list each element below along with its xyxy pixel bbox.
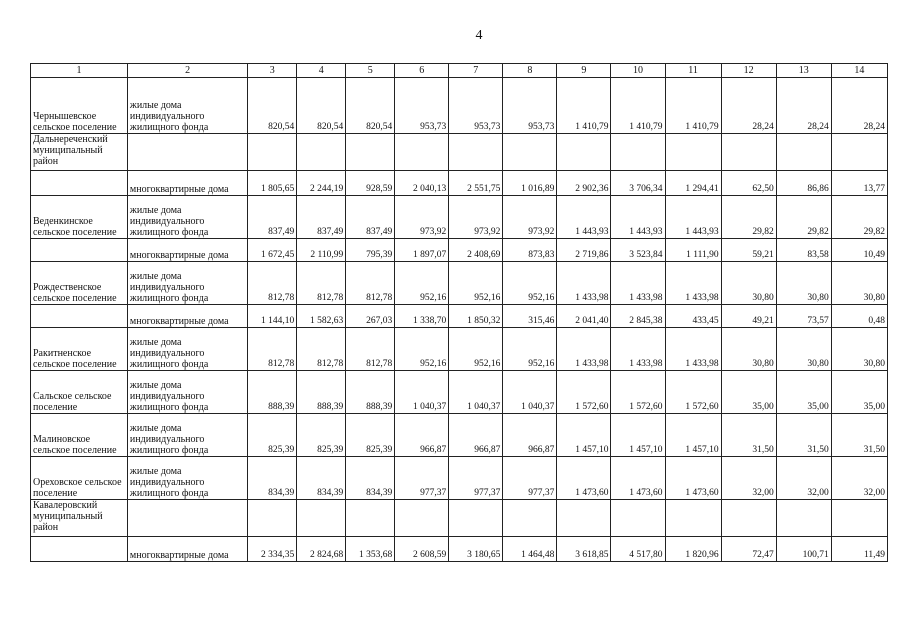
tariff-table	[30, 63, 888, 562]
value-cell: 28,24	[721, 78, 776, 134]
value-cell	[721, 500, 776, 537]
value-cell: 1 820,96	[665, 537, 721, 562]
housing-type: жилые дома индивидуального жилищного фонда	[127, 196, 247, 239]
value-cell: 2 110,99	[297, 239, 346, 262]
value-cell	[503, 134, 557, 171]
value-cell: 2 041,40	[557, 305, 611, 328]
value-cell: 837,49	[346, 196, 395, 239]
value-cell: 62,50	[721, 171, 776, 196]
value-cell: 953,73	[395, 78, 449, 134]
value-cell: 72,47	[721, 537, 776, 562]
value-cell: 3 523,84	[611, 239, 665, 262]
value-cell: 1 443,93	[665, 196, 721, 239]
value-cell: 952,16	[395, 262, 449, 305]
settlement-name: Сальское сельское поселение	[31, 371, 128, 414]
value-cell: 952,16	[503, 262, 557, 305]
column-header: 5	[346, 64, 395, 78]
value-cell: 795,39	[346, 239, 395, 262]
value-cell: 315,46	[503, 305, 557, 328]
housing-type: жилые дома индивидуального жилищного фонда	[127, 328, 247, 371]
table-row	[31, 414, 888, 457]
value-cell	[449, 500, 503, 537]
value-cell: 83,58	[776, 239, 831, 262]
value-cell	[297, 134, 346, 171]
value-cell: 977,37	[449, 457, 503, 500]
value-cell: 966,87	[395, 414, 449, 457]
value-cell: 2 608,59	[395, 537, 449, 562]
column-header: 13	[776, 64, 831, 78]
value-cell: 1 572,60	[665, 371, 721, 414]
value-cell: 2 244,19	[297, 171, 346, 196]
value-cell: 1 040,37	[503, 371, 557, 414]
value-cell: 1 443,93	[611, 196, 665, 239]
value-cell: 812,78	[346, 262, 395, 305]
housing-type: жилые дома индивидуального жилищного фонда	[127, 414, 247, 457]
value-cell: 1 473,60	[611, 457, 665, 500]
value-cell	[297, 500, 346, 537]
value-cell	[395, 500, 449, 537]
value-cell: 100,71	[776, 537, 831, 562]
value-cell	[611, 500, 665, 537]
header-row	[31, 64, 888, 78]
table-row	[31, 239, 888, 262]
value-cell: 1 040,37	[449, 371, 503, 414]
value-cell: 834,39	[297, 457, 346, 500]
value-cell: 873,83	[503, 239, 557, 262]
value-cell	[831, 134, 887, 171]
value-cell: 10,49	[831, 239, 887, 262]
value-cell: 812,78	[248, 328, 297, 371]
value-cell: 2 719,86	[557, 239, 611, 262]
value-cell: 35,00	[776, 371, 831, 414]
value-cell: 1 433,98	[665, 262, 721, 305]
value-cell: 820,54	[248, 78, 297, 134]
value-cell	[248, 500, 297, 537]
value-cell: 35,00	[721, 371, 776, 414]
district-row	[31, 500, 888, 537]
value-cell: 928,59	[346, 171, 395, 196]
table-row	[31, 328, 888, 371]
value-cell: 2 902,36	[557, 171, 611, 196]
value-cell: 973,92	[503, 196, 557, 239]
column-header: 10	[611, 64, 665, 78]
page-number: 4	[475, 28, 483, 43]
value-cell: 966,87	[449, 414, 503, 457]
value-cell: 834,39	[248, 457, 297, 500]
value-cell: 952,16	[395, 328, 449, 371]
value-cell: 0,48	[831, 305, 887, 328]
value-cell: 977,37	[395, 457, 449, 500]
value-cell: 820,54	[346, 78, 395, 134]
housing-type: жилые дома индивидуального жилищного фонда	[127, 78, 247, 134]
table-row	[31, 305, 888, 328]
value-cell: 30,80	[721, 328, 776, 371]
column-header: 1	[31, 64, 128, 78]
value-cell: 1 016,89	[503, 171, 557, 196]
value-cell: 820,54	[297, 78, 346, 134]
value-cell: 1 040,37	[395, 371, 449, 414]
settlement-name	[31, 171, 128, 196]
value-cell	[248, 134, 297, 171]
value-cell: 30,80	[721, 262, 776, 305]
value-cell: 2 334,35	[248, 537, 297, 562]
settlement-name: Малиновское сельское поселение	[31, 414, 128, 457]
value-cell: 3 706,34	[611, 171, 665, 196]
value-cell: 1 473,60	[665, 457, 721, 500]
value-cell: 2 408,69	[449, 239, 503, 262]
value-cell: 2 551,75	[449, 171, 503, 196]
housing-type: многоквартирные дома	[127, 305, 247, 328]
value-cell: 28,24	[831, 78, 887, 134]
settlement-name	[31, 537, 128, 562]
value-cell: 1 144,10	[248, 305, 297, 328]
value-cell: 825,39	[297, 414, 346, 457]
value-cell: 32,00	[776, 457, 831, 500]
value-cell: 4 517,80	[611, 537, 665, 562]
value-cell: 32,00	[831, 457, 887, 500]
column-header: 11	[665, 64, 721, 78]
column-header: 12	[721, 64, 776, 78]
column-header: 8	[503, 64, 557, 78]
value-cell: 31,50	[721, 414, 776, 457]
value-cell: 1 410,79	[557, 78, 611, 134]
value-cell: 2 040,13	[395, 171, 449, 196]
value-cell	[503, 500, 557, 537]
value-cell: 1 672,45	[248, 239, 297, 262]
settlement-name	[31, 239, 128, 262]
value-cell	[665, 500, 721, 537]
value-cell: 812,78	[297, 328, 346, 371]
value-cell: 1 572,60	[557, 371, 611, 414]
value-cell: 1 294,41	[665, 171, 721, 196]
column-header: 7	[449, 64, 503, 78]
value-cell: 888,39	[346, 371, 395, 414]
district-row	[31, 134, 888, 171]
housing-type	[127, 134, 247, 171]
value-cell: 30,80	[831, 262, 887, 305]
value-cell: 35,00	[831, 371, 887, 414]
value-cell: 1 572,60	[611, 371, 665, 414]
housing-type: жилые дома индивидуального жилищного фонда	[127, 262, 247, 305]
value-cell	[665, 134, 721, 171]
housing-type: многоквартирные дома	[127, 239, 247, 262]
value-cell: 29,82	[721, 196, 776, 239]
value-cell: 1 897,07	[395, 239, 449, 262]
settlement-name: Рождественское сельское поселение	[31, 262, 128, 305]
value-cell: 267,03	[346, 305, 395, 328]
housing-type: многоквартирные дома	[127, 537, 247, 562]
value-cell: 977,37	[503, 457, 557, 500]
value-cell: 1 473,60	[557, 457, 611, 500]
value-cell: 73,57	[776, 305, 831, 328]
value-cell	[611, 134, 665, 171]
value-cell: 837,49	[297, 196, 346, 239]
value-cell	[346, 134, 395, 171]
value-cell: 1 805,65	[248, 171, 297, 196]
value-cell: 1 111,90	[665, 239, 721, 262]
value-cell: 1 338,70	[395, 305, 449, 328]
value-cell: 2 845,38	[611, 305, 665, 328]
table-row	[31, 457, 888, 500]
value-cell: 31,50	[831, 414, 887, 457]
value-cell: 888,39	[248, 371, 297, 414]
value-cell: 952,16	[503, 328, 557, 371]
value-cell: 973,92	[395, 196, 449, 239]
value-cell: 1 457,10	[611, 414, 665, 457]
settlement-name	[31, 305, 128, 328]
value-cell	[346, 500, 395, 537]
housing-type: жилые дома индивидуального жилищного фонда	[127, 371, 247, 414]
value-cell	[395, 134, 449, 171]
value-cell: 3 618,85	[557, 537, 611, 562]
value-cell: 30,80	[776, 262, 831, 305]
value-cell: 953,73	[449, 78, 503, 134]
value-cell: 812,78	[346, 328, 395, 371]
column-header: 14	[831, 64, 887, 78]
value-cell: 1 433,98	[557, 262, 611, 305]
value-cell: 13,77	[831, 171, 887, 196]
value-cell	[776, 500, 831, 537]
value-cell	[449, 134, 503, 171]
housing-type	[127, 500, 247, 537]
value-cell: 29,82	[776, 196, 831, 239]
value-cell: 1 433,98	[611, 328, 665, 371]
table-row	[31, 78, 888, 134]
value-cell	[776, 134, 831, 171]
column-header: 6	[395, 64, 449, 78]
value-cell: 28,24	[776, 78, 831, 134]
value-cell: 1 850,32	[449, 305, 503, 328]
column-header: 2	[127, 64, 247, 78]
value-cell: 952,16	[449, 328, 503, 371]
value-cell: 11,49	[831, 537, 887, 562]
column-header: 3	[248, 64, 297, 78]
value-cell: 433,45	[665, 305, 721, 328]
value-cell: 1 410,79	[665, 78, 721, 134]
value-cell: 1 464,48	[503, 537, 557, 562]
value-cell: 1 410,79	[611, 78, 665, 134]
value-cell: 1 433,98	[665, 328, 721, 371]
value-cell	[831, 500, 887, 537]
value-cell: 59,21	[721, 239, 776, 262]
value-cell: 834,39	[346, 457, 395, 500]
value-cell: 32,00	[721, 457, 776, 500]
value-cell: 2 824,68	[297, 537, 346, 562]
value-cell	[557, 500, 611, 537]
value-cell: 1 582,63	[297, 305, 346, 328]
housing-type: жилые дома индивидуального жилищного фонда	[127, 457, 247, 500]
value-cell: 952,16	[449, 262, 503, 305]
value-cell: 825,39	[346, 414, 395, 457]
value-cell: 29,82	[831, 196, 887, 239]
settlement-name: Ракитненское сельское поселение	[31, 328, 128, 371]
value-cell: 30,80	[776, 328, 831, 371]
table-row	[31, 171, 888, 196]
housing-type: многоквартирные дома	[127, 171, 247, 196]
settlement-name: Веденкинское сельское поселение	[31, 196, 128, 239]
value-cell: 86,86	[776, 171, 831, 196]
value-cell: 825,39	[248, 414, 297, 457]
table-row	[31, 371, 888, 414]
table-row	[31, 196, 888, 239]
value-cell: 973,92	[449, 196, 503, 239]
value-cell: 1 457,10	[665, 414, 721, 457]
value-cell: 1 433,98	[557, 328, 611, 371]
value-cell: 1 457,10	[557, 414, 611, 457]
value-cell	[557, 134, 611, 171]
value-cell: 812,78	[297, 262, 346, 305]
value-cell: 30,80	[831, 328, 887, 371]
value-cell	[721, 134, 776, 171]
value-cell: 1 433,98	[611, 262, 665, 305]
table-row	[31, 262, 888, 305]
value-cell: 3 180,65	[449, 537, 503, 562]
value-cell: 953,73	[503, 78, 557, 134]
value-cell: 31,50	[776, 414, 831, 457]
value-cell: 888,39	[297, 371, 346, 414]
district-name: Кавалеровский муниципальный район	[31, 500, 128, 537]
district-name: Дальнереченский муниципальный район	[31, 134, 128, 171]
value-cell: 49,21	[721, 305, 776, 328]
value-cell: 1 443,93	[557, 196, 611, 239]
table-row	[31, 537, 888, 562]
value-cell: 837,49	[248, 196, 297, 239]
column-header: 4	[297, 64, 346, 78]
value-cell: 812,78	[248, 262, 297, 305]
column-header: 9	[557, 64, 611, 78]
value-cell: 1 353,68	[346, 537, 395, 562]
settlement-name: Чернышевское сельское поселение	[31, 78, 128, 134]
settlement-name: Ореховское сельское поселение	[31, 457, 128, 500]
value-cell: 966,87	[503, 414, 557, 457]
